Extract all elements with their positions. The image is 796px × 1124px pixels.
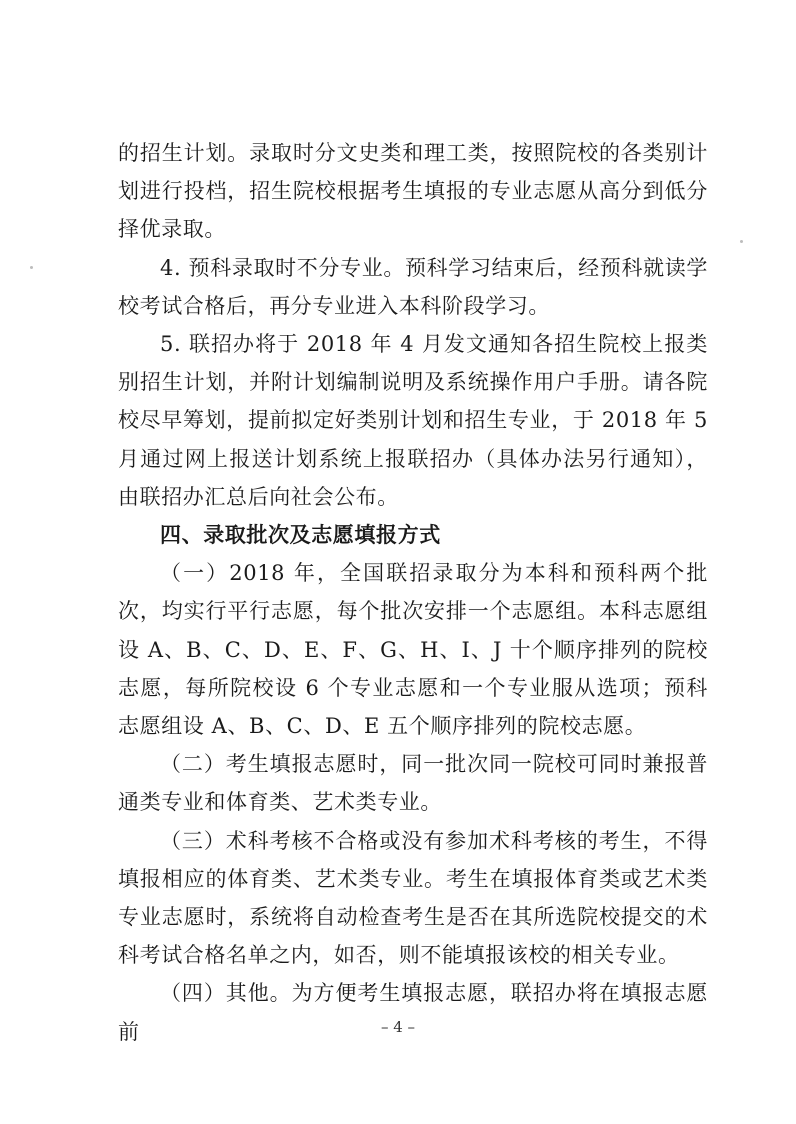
page-number: – 4 –	[380, 1018, 416, 1036]
section-heading: 四、录取批次及志愿填报方式	[160, 523, 441, 548]
paragraph-enrollment-plan: 的招生计划。录取时分文史类和理工类，按照院校的各类别计划进行投档，招生院校根据考生填报的专业志愿从高分到低分择优录取。	[118, 141, 708, 242]
paragraph-other: （四）其他。为方便考生填报志愿，联招办将在填报志愿前	[118, 981, 708, 1044]
document-body	[118, 134, 708, 1051]
paragraph-skill-assessment: （三）术科考核不合格或没有参加术科考核的考生，不得填报相应的体育类、艺术类专业。考生在填报体育类或艺术类专业志愿时，系统将自动检查考生是否在其所选院校提交的术科考试合格名单之内，如否，则不能填报该校的相关专业。	[118, 828, 708, 968]
scan-speck	[30, 266, 33, 269]
paragraph-admission-batches: （一）2018 年，全国联招录取分为本科和预科两个批次，均实行平行志愿，每个批次安排一个志愿组。本科志愿组设 A、B、C、D、E、F、G、H、I、J 十个顺序排列的院校志愿，每所院校设 6 个专业志愿和一个专业服从选项；预科志愿组设 A、B、C、D、E 五个顺序排列的院校志愿。	[118, 561, 708, 739]
scan-speck	[740, 240, 743, 243]
paragraph-preparatory-admission: 4. 预科录取时不分专业。预科学习结束后，经预科就读学校考试合格后，再分专业进入本科阶段学习。	[118, 255, 708, 318]
paragraph-plan-submission: 5. 联招办将于 2018 年 4 月发文通知各招生院校上报类别招生计划，并附计划编制说明及系统操作用户手册。请各院校尽早筹划，提前拟定好类别计划和招生专业，于 2018 年 5 月通过网上报送计划系统上报联招办（具体办法另行通知），由联招办汇总后向社会公布。	[118, 332, 708, 509]
paragraph-concurrent-application: （二）考生填报志愿时，同一批次同一院校可同时兼报普通类专业和体育类、艺术类专业。	[118, 752, 708, 815]
